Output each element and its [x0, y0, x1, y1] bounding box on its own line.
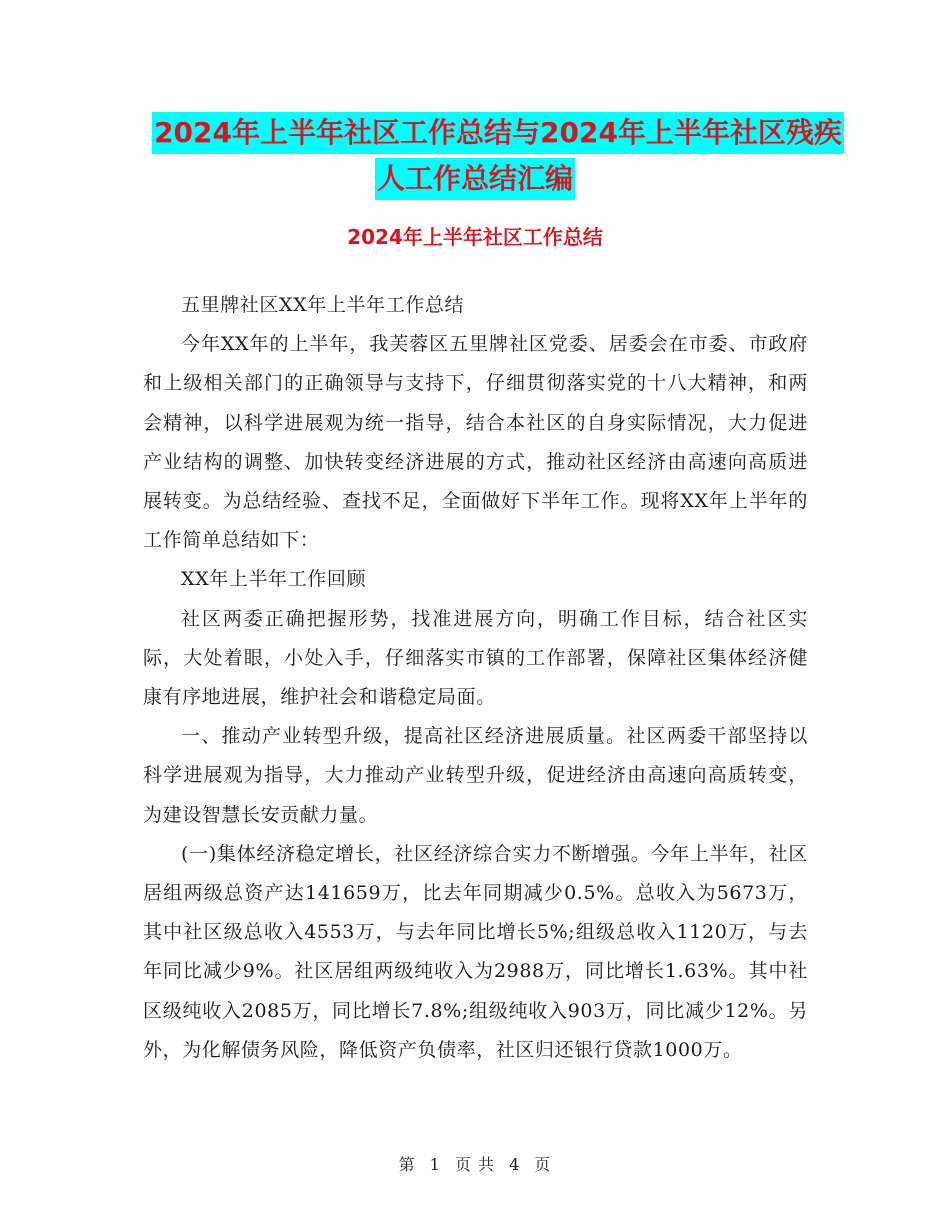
document-body — [143, 286, 808, 1070]
paragraph-review: 社区两委正确把握形势，找准进展方向，明确工作目标，结合社区实际，大处着眼，小处入手，仔细落实市镇的工作部署，保障社区集体经济健康有序地进展，维护社会和谐稳定局面。 — [143, 607, 808, 709]
footer-mid: 页 共 — [454, 1155, 496, 1174]
footer-total-pages: 4 — [509, 1155, 521, 1174]
paragraph-item-1: 一、推动产业转型升级，提高社区经济进展质量。社区两委干部坚持以科学进展观为指导，大力推动产业转型升级，促进经济由高速向高质转变，为建设智慧长安贡献力量。 — [143, 725, 808, 826]
footer-page-number: 1 — [429, 1155, 441, 1174]
paragraph-item-1-1: (一)集体经济稳定增长，社区经济综合实力不断增强。今年上半年，社区居组两级总资产达141659万，比去年同期减少0.5%。总收入为5673万，其中社区级总收入4553万，与去年同比增长5%;组级总收入1120万，与去年同比减少9%。社区居组两级纯收入为2988万，同比增长1.63%。其中社区级纯收入2085万，同比增长7.8%;组级纯收入903万，同比减少12%。另外，为化解债务风险，降低资产负债率，社区归还银行贷款1000万。 — [143, 842, 808, 1061]
footer-prefix: 第 — [398, 1155, 416, 1174]
footer-suffix: 页 — [534, 1155, 552, 1174]
paragraph-intro: 今年XX年的上半年，我芙蓉区五里牌社区党委、居委会在市委、市政府和上级相关部门的正确领导与支持下，仔细贯彻落实党的十八大精神，和两会精神，以科学进展观为统一指导，结合本社区的自身实际情况，大力促进产业结构的调整、加快转变经济进展的方式，推动社区经济由高速向高质进展转变。为总结经验、查找不足，全面做好下半年工作。现将XX年上半年的工作简单总结如下： — [143, 333, 808, 552]
document-title — [0, 112, 950, 200]
paragraph-subtitle: 五里牌社区XX年上半年工作总结 — [181, 294, 465, 316]
document-title-line-2: 人工作总结汇编 — [375, 158, 575, 200]
document-title-line-1: 2024年上半年社区工作总结与2024年上半年社区残疾 — [152, 112, 844, 154]
paragraph-review-heading: XX年上半年工作回顾 — [181, 568, 367, 591]
section-title: 2024年上半年社区工作总结 — [347, 225, 603, 249]
page-footer — [0, 1153, 950, 1177]
